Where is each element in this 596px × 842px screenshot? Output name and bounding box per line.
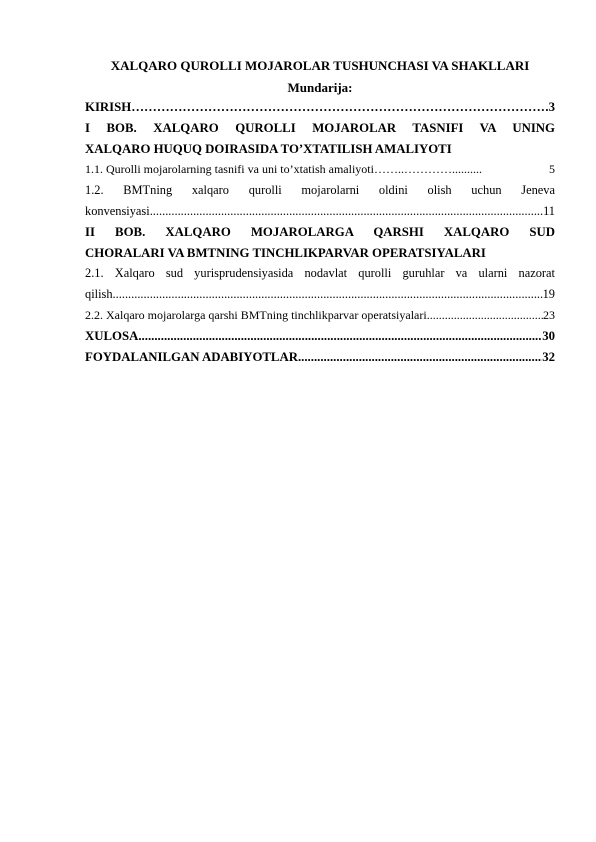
toc-entry-2-1-line-2[interactable] bbox=[85, 284, 555, 305]
toc-leader: ……..………….......... bbox=[373, 162, 482, 177]
toc-entry-label: 2.2. Xalqaro mojarolarga qarshi BMTning tinchlikparvar operatsiyalari bbox=[85, 307, 427, 322]
toc-entry-label: KIRISH bbox=[85, 100, 132, 114]
toc-leader bbox=[427, 305, 543, 326]
toc-entry-1-2-line-1[interactable]: 1.2. BMTning xalqaro qurolli mojarolarni oldini olish uchun Jeneva bbox=[85, 183, 555, 198]
toc-entry-xulosa[interactable] bbox=[85, 326, 555, 347]
toc-entry-label: FOYDALANILGAN ADABIYOTLAR bbox=[85, 349, 298, 364]
toc-page-number: 23 bbox=[543, 307, 555, 322]
toc-entry-1-2-line-2[interactable] bbox=[85, 201, 555, 222]
toc-entry-2-1-line-1[interactable]: 2.1. Xalqaro sud yurisprudensiyasida nodavlat qurolli guruhlar va ularni nazorat bbox=[85, 266, 555, 281]
toc-leader bbox=[298, 347, 542, 368]
toc-chapter-1-line-1[interactable]: I BOB. XALQARO QUROLLI MOJAROLAR TASNIFI VA UNING bbox=[85, 120, 555, 135]
toc-entry-label: XULOSA bbox=[85, 328, 139, 343]
toc-chapter-1-line-2[interactable]: XALQARO HUQUQ DOIRASIDA TO’XTATILISH AMALIYOTI bbox=[85, 141, 452, 156]
document-page bbox=[85, 58, 555, 367]
document-title: XALQARO QUROLLI MOJAROLAR TUSHUNCHASI VA SHAKLLARI bbox=[110, 58, 530, 73]
toc-leader bbox=[138, 326, 542, 347]
toc-chapter-2-line-2[interactable]: CHORALARI VA BMTNING TINCHLIKPARVAR OPERATSIYALARI bbox=[85, 245, 486, 260]
toc-entry-adabiyotlar[interactable] bbox=[85, 347, 555, 368]
toc-entry-label: qilish bbox=[85, 287, 113, 302]
toc-entry-label: 1.1. Qurolli mojarolarning tasnifi va uni to’xtatish amaliyoti bbox=[85, 162, 374, 177]
toc-page-number: 30 bbox=[542, 328, 555, 343]
toc-entry-2-2[interactable] bbox=[85, 305, 555, 326]
toc-page-number: 32 bbox=[542, 349, 555, 364]
toc-entry-kirish[interactable] bbox=[85, 97, 555, 118]
toc-page-number: .3 bbox=[545, 100, 555, 114]
toc-leader bbox=[150, 201, 543, 222]
toc-page-number: 11 bbox=[543, 203, 555, 218]
toc-entry-1-1[interactable] bbox=[85, 159, 555, 180]
toc-page-number: 5 bbox=[549, 162, 555, 177]
toc-entry-label: konvensiyasi bbox=[85, 203, 150, 218]
toc-page-number: 19 bbox=[542, 287, 555, 302]
toc-chapter-2-line-1[interactable]: II BOB. XALQARO MOJAROLARGA QARSHI XALQARO SUD bbox=[85, 224, 555, 239]
toc-heading: Mundarija: bbox=[287, 80, 353, 95]
toc-leader bbox=[113, 284, 543, 305]
toc-leader bbox=[131, 97, 545, 118]
